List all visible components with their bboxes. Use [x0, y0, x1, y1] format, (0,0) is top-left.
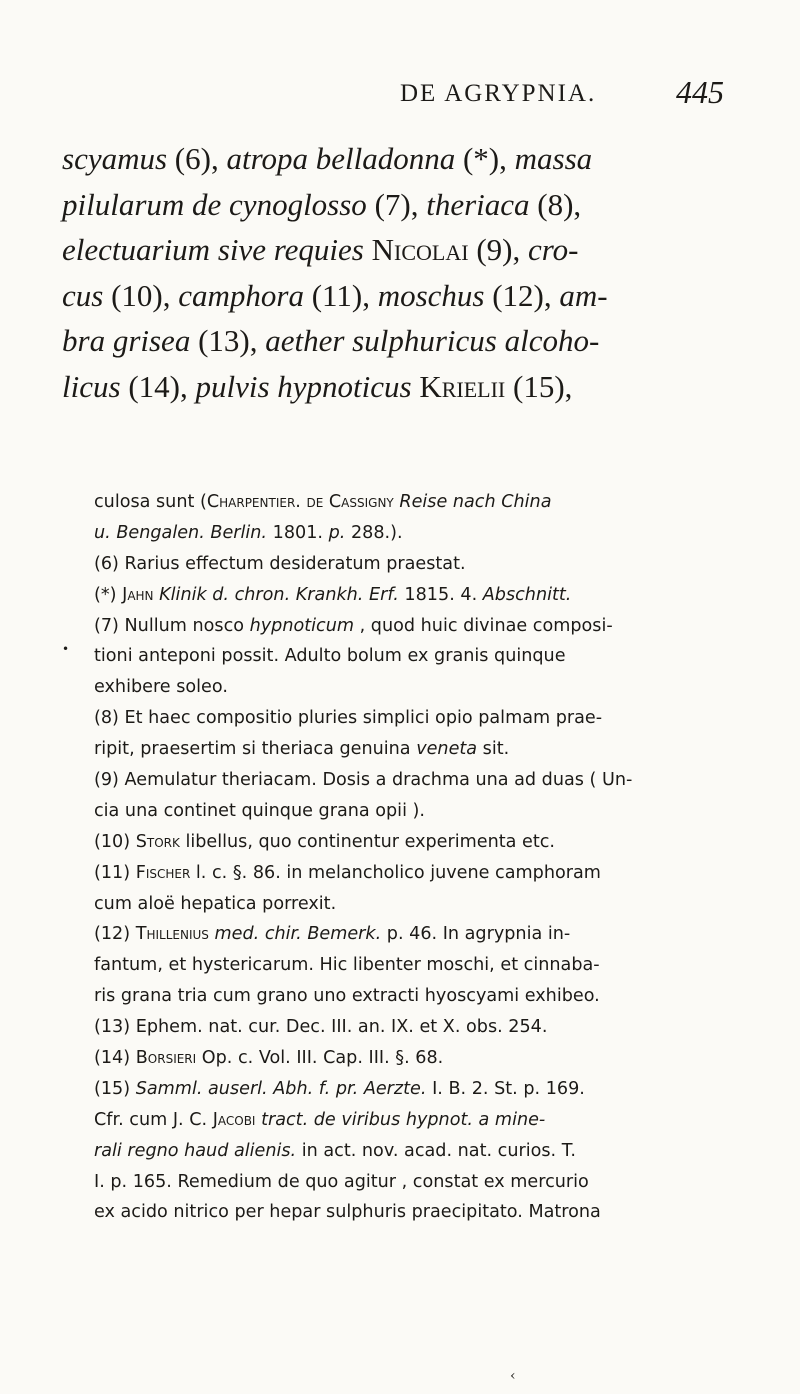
footnote-7 — [94, 611, 766, 642]
footnote-line: cum aloë hepatica porrexit. — [94, 893, 337, 914]
text-run: Reise nach China — [399, 492, 552, 512]
text-run: tract. de viribus hypnot. a mine- — [261, 1109, 546, 1130]
main-text-line — [62, 364, 754, 410]
margin-mark: • — [62, 642, 70, 656]
text-run: I. B. 2. St. p. 169. — [426, 1078, 585, 1099]
text-run: Klinik d. chron. Krankh. Erf. — [159, 584, 399, 605]
text-run: hypnoticum — [249, 615, 355, 636]
text-run: p. — [328, 522, 346, 543]
text-run: u. Bengalen. Berlin. — [94, 522, 268, 543]
text-run: pilularum de cynoglosso — [62, 186, 367, 222]
main-text — [62, 136, 754, 409]
footnote-line — [94, 487, 766, 518]
text-run: (*) — [94, 584, 123, 605]
text-run — [364, 232, 372, 267]
text-run: Op. c. Vol. III. Cap. III. §. 68. — [196, 1048, 444, 1069]
text-run: cus — [62, 277, 104, 313]
text-run: Samml. auserl. Abh. f. pr. Aerzte. — [135, 1078, 427, 1099]
footnote-15 — [94, 1074, 766, 1105]
footnote-line: exhibere soleo. — [94, 677, 228, 698]
text-run: (10) — [94, 831, 136, 852]
text-run: bra grisea — [62, 323, 191, 358]
text-run: electuarium sive requies — [62, 232, 364, 267]
footnote-8: (8) Et haec compositio pluries simplici opio palmam prae- — [94, 708, 603, 729]
author-name: Jahn — [122, 584, 154, 605]
footnote-line: I. p. 165. Remedium de quo agitur , constat ex mercurio — [94, 1171, 589, 1192]
text-run: (14), — [120, 368, 196, 404]
text-run: (11) — [94, 862, 136, 883]
footnote-line: tioni anteponi possit. Adulto bolum ex granis quinque — [94, 646, 566, 667]
text-run: sit. — [477, 739, 510, 760]
text-run: (11), — [303, 277, 378, 313]
text-run: (10), — [103, 277, 179, 313]
author-name: Nicolai — [371, 232, 469, 267]
main-text-line — [62, 136, 754, 182]
footnote-10 — [94, 827, 766, 858]
footnote-line — [94, 1136, 766, 1167]
text-run: scyamus — [62, 141, 168, 176]
page-header — [0, 74, 800, 114]
text-run: ripit, praesertim si theriaca genuina — [94, 739, 417, 760]
text-run: l. c. §. 86. in melancholico juvene camphoram — [190, 862, 601, 883]
text-run: theriaca — [426, 186, 530, 222]
text-run: (13), — [190, 323, 266, 358]
text-run: rali regno haud alienis. — [94, 1140, 297, 1161]
page-number: 445 — [676, 74, 724, 110]
author-name: Borsieri — [135, 1048, 197, 1069]
main-text-line — [62, 273, 754, 319]
text-run: aether sulphuricus alcoho- — [265, 323, 600, 358]
footnote-9: (9) Aemulatur theriacam. Dosis a drachma una ad duas ( Un- — [94, 770, 633, 791]
text-run: 1815. 4. — [398, 584, 483, 605]
footnote-13: (13) Ephem. nat. cur. Dec. III. an. IX. et X. obs. 254. — [94, 1017, 548, 1038]
footnote-line: fantum, et hystericarum. Hic libenter moschi, et cinnaba- — [94, 955, 600, 976]
main-text-line — [62, 227, 754, 273]
text-run: 288.). — [345, 522, 403, 543]
author-name: Jacobi — [212, 1109, 256, 1130]
text-run: culosa sunt ( — [94, 492, 207, 512]
author-name: Charpentier. de Cassigny — [206, 492, 394, 512]
footnote-line — [94, 734, 766, 765]
footnote-6: (6) Rarius effectum desideratum praestat. — [94, 553, 466, 574]
author-name: Thillenius — [135, 924, 209, 945]
text-run: 1801. — [267, 522, 329, 543]
footnote-star — [94, 580, 766, 611]
main-text-line — [62, 182, 754, 228]
text-run: licus — [62, 368, 121, 404]
text-run: Abschnitt. — [482, 584, 572, 605]
text-run: am- — [559, 277, 608, 313]
footnotes — [94, 487, 766, 1228]
text-run: (6), — [167, 141, 227, 176]
text-run: libellus, quo continentur experimenta etc. — [179, 831, 555, 852]
footnote-line: ris grana tria cum grano uno extracti hyoscyami exhibeo. — [94, 986, 600, 1007]
text-run: (15) — [94, 1078, 136, 1099]
text-run: (12) — [94, 924, 136, 945]
text-run: moschus — [377, 277, 485, 313]
author-name: Stork — [135, 831, 180, 852]
text-run: (15), — [505, 368, 573, 404]
footnote-line: ex acido nitrico per hepar sulphuris praecipitato. Matrona — [94, 1202, 601, 1223]
text-run: (9), — [468, 232, 528, 267]
text-run: (8), — [529, 186, 582, 222]
footnote-11 — [94, 858, 766, 889]
text-run: camphora — [178, 277, 304, 313]
text-run: (12), — [484, 277, 560, 313]
author-name: Krielii — [419, 368, 506, 404]
text-run: (7), — [366, 186, 427, 222]
text-run: Cfr. cum J. C. — [94, 1109, 213, 1130]
text-run: p. 46. In agrypnia in- — [381, 924, 571, 945]
footnote-12 — [94, 919, 766, 950]
main-text-line — [62, 318, 754, 364]
text-run: pulvis hypnoticus — [195, 368, 412, 404]
text-run: (7) Nullum nosco — [94, 615, 250, 636]
print-mark: ‹ — [510, 1368, 516, 1384]
text-run: atropa belladonna — [226, 141, 456, 176]
text-run: (*), — [455, 141, 515, 176]
footnote-line: cia una continet quinque grana opii ). — [94, 800, 426, 821]
text-run: (14) — [94, 1048, 136, 1069]
footnote-line — [94, 518, 766, 549]
author-name: Fischer — [135, 862, 191, 883]
text-run: veneta — [416, 739, 478, 760]
text-run: massa — [514, 141, 593, 176]
footnote-14 — [94, 1043, 766, 1074]
text-run: in act. nov. acad. nat. curios. T. — [296, 1140, 576, 1161]
text-run: , quod huic divinae composi- — [354, 615, 613, 636]
footnote-line — [94, 1105, 766, 1136]
text-run: med. chir. Bemerk. — [214, 924, 382, 945]
text-run: cro- — [527, 232, 579, 267]
running-head: DE AGRYPNIA. — [400, 80, 597, 107]
